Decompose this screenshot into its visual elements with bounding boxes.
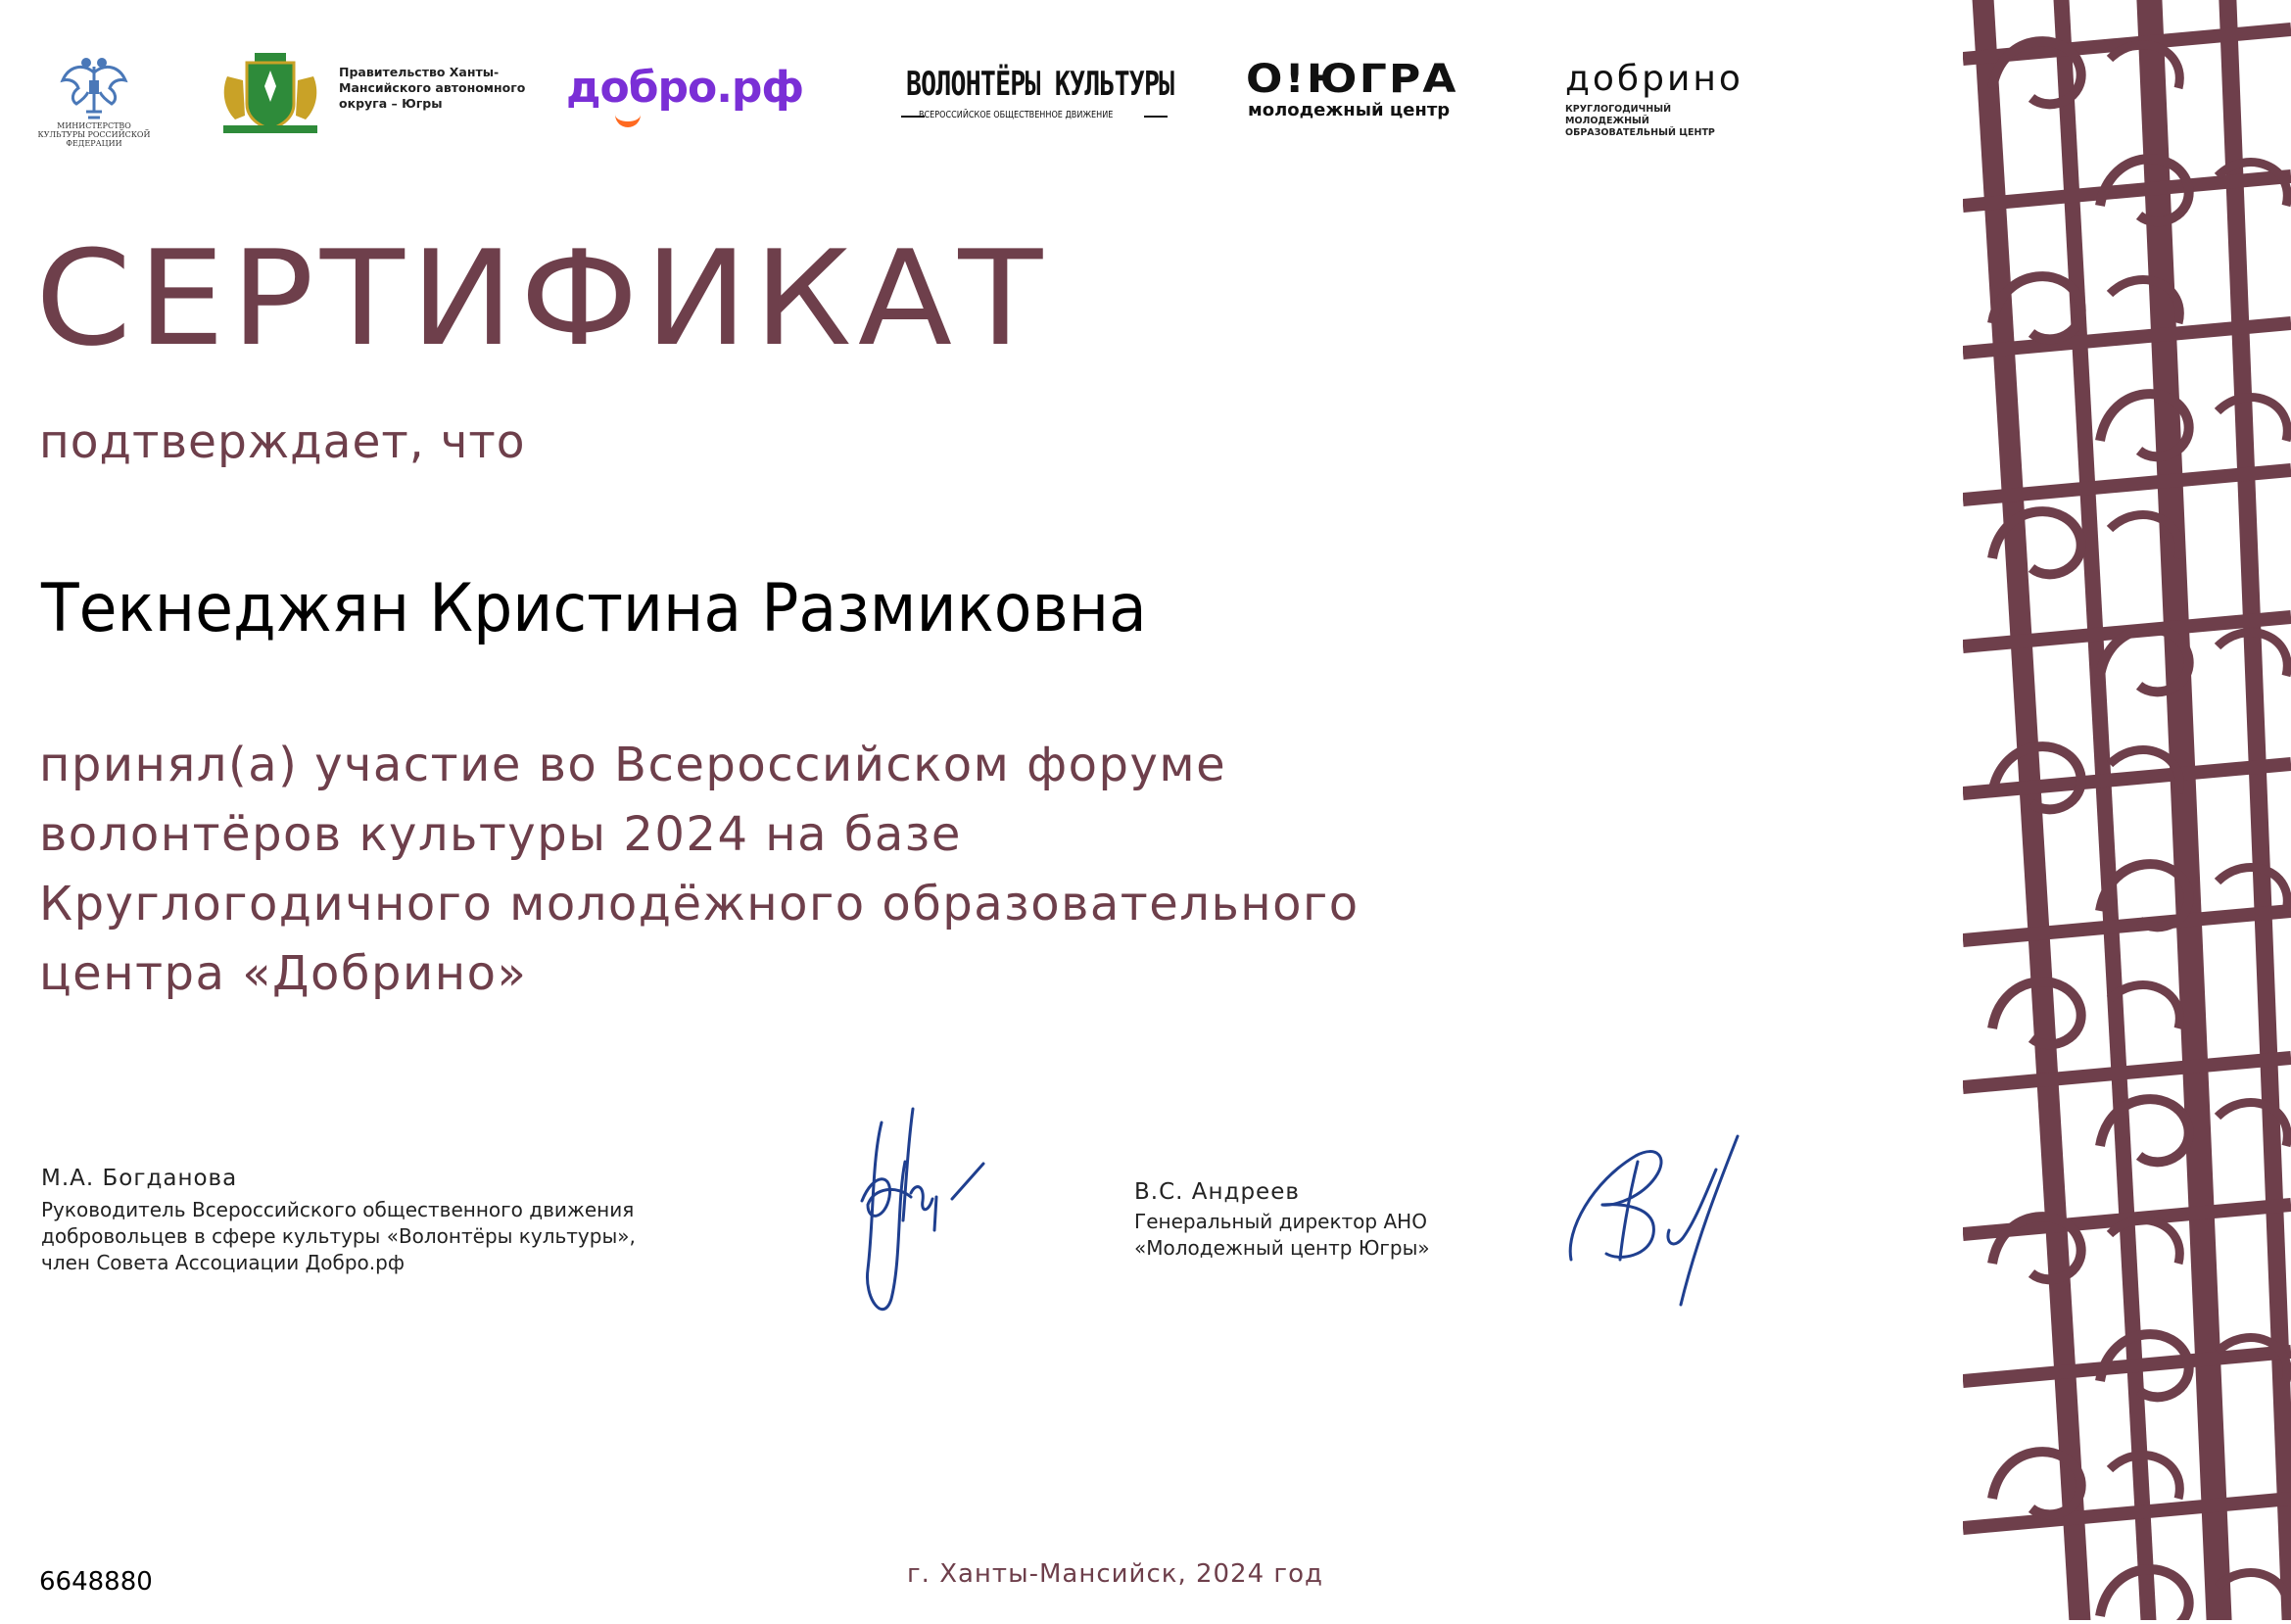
volunteers-culture-logo: ВОЛОНТЁРЫ КУЛЬТУРЫ bbox=[906, 65, 1174, 104]
government-logo-text: Правительство Ханты-Мансийского автономного округа – Югры bbox=[339, 65, 526, 111]
ministry-emblem-icon bbox=[57, 53, 131, 127]
role-line: «Молодежный центр Югры» bbox=[1134, 1236, 1430, 1260]
dobro-rf-logo: добро.рф bbox=[566, 63, 804, 113]
ugra-coat-of-arms-icon bbox=[217, 47, 323, 141]
certificate-title: СЕРТИФИКАТ bbox=[35, 222, 1049, 375]
body-line: Круглогодичного молодёжного образовательного bbox=[39, 877, 1360, 931]
signature-1-icon bbox=[854, 1103, 1001, 1332]
ugra-logo: О!ЮГРА bbox=[1246, 57, 1458, 102]
signatory-1-name: М.А. Богданова bbox=[41, 1166, 238, 1191]
ministry-caption: МИНИСТЕРСТВО КУЛЬТУРЫ РОССИЙСКОЙ ФЕДЕРАЦИИ bbox=[37, 121, 151, 148]
dobrino-logo: добрино bbox=[1565, 59, 1743, 99]
role-line: добровольцев в сфере культуры «Волонтёры культуры», bbox=[41, 1224, 636, 1248]
signatory-2-name: В.С. Андреев bbox=[1134, 1179, 1300, 1205]
role-line: член Совета Ассоциации Добро.рф bbox=[41, 1251, 405, 1274]
signature-2-icon bbox=[1563, 1132, 1749, 1313]
ugra-logo-subtitle: молодежный центр bbox=[1248, 100, 1451, 120]
decorative-ornament-panel bbox=[1963, 0, 2291, 1620]
certificate-body bbox=[39, 731, 1822, 1009]
body-line: принял(а) участие во Всероссийском форуме bbox=[39, 738, 1227, 792]
partner-logos bbox=[0, 0, 1861, 167]
role-line: Генеральный директор АНО bbox=[1134, 1210, 1427, 1233]
body-line: центра «Добрино» bbox=[39, 946, 528, 1001]
dobro-smile-icon bbox=[615, 108, 641, 127]
divider bbox=[1144, 116, 1168, 118]
volunteers-culture-subtitle: ВСЕРОССИЙСКОЕ ОБЩЕСТВЕННОЕ ДВИЖЕНИЕ bbox=[919, 110, 1114, 120]
place-and-date: г. Ханты-Мансийск, 2024 год bbox=[907, 1559, 1323, 1589]
recipient-name: Текнеджян Кристина Размиковна bbox=[41, 570, 1147, 647]
certificate-subtitle: подтверждает, что bbox=[39, 415, 526, 469]
signatory-2-role bbox=[1134, 1209, 1565, 1262]
dobrino-logo-subtitle: КРУГЛОГОДИЧНЫЙ МОЛОДЕЖНЫЙ ОБРАЗОВАТЕЛЬНЫЙ ЦЕНТР bbox=[1565, 104, 1715, 138]
signatory-1-role bbox=[41, 1197, 825, 1276]
role-line: Руководитель Всероссийского общественного движения bbox=[41, 1198, 635, 1221]
body-line: волонтёров культуры 2024 на базе bbox=[39, 807, 962, 862]
certificate-number: 6648880 bbox=[39, 1567, 153, 1597]
